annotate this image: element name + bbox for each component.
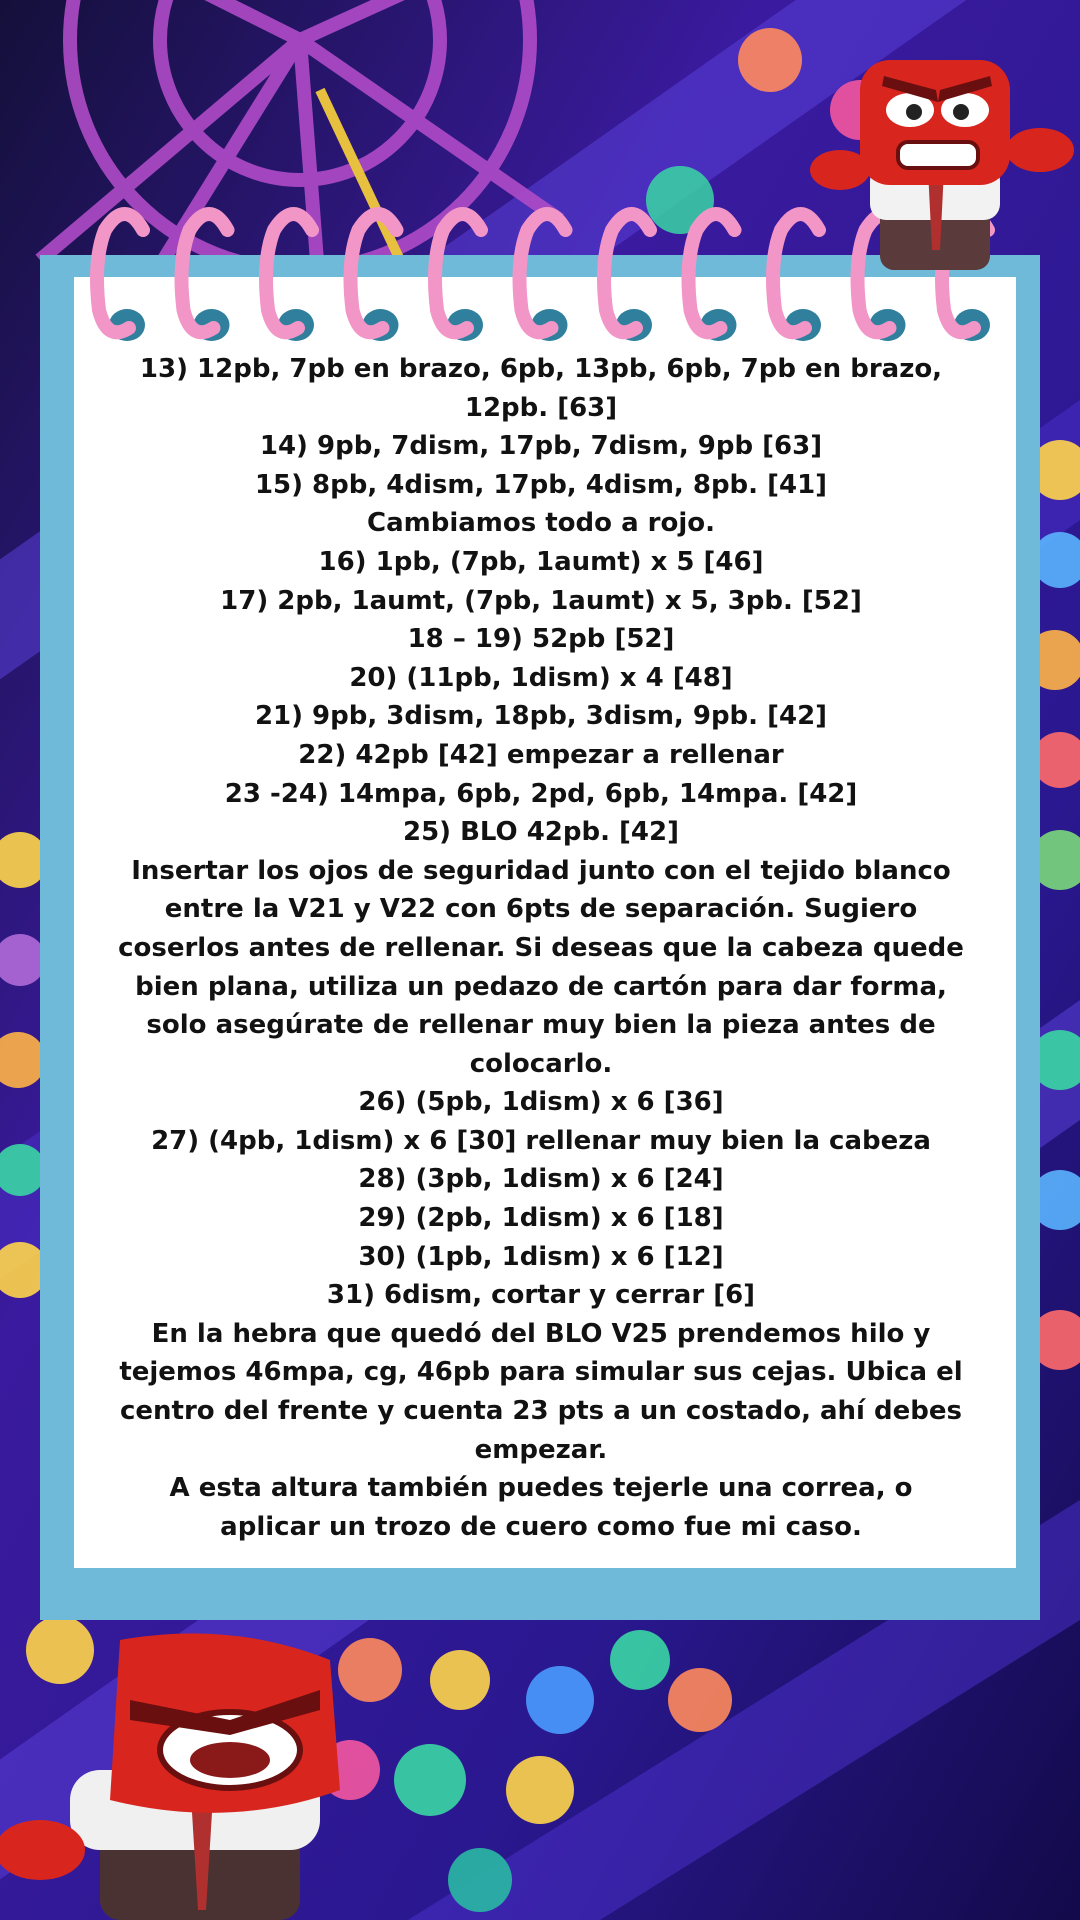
pattern-line: 20) (11pb, 1dism) x 4 [48] [349, 662, 733, 693]
pattern-line: 21) 9pb, 3dism, 18pb, 3dism, 9pb. [42] [254, 701, 828, 732]
pattern-note: A esta altura también puedes tejerle una correa, o aplicar un trozo de cuero como fue mi caso. [169, 1473, 913, 1542]
spiral-ring-icon [351, 214, 399, 341]
spiral-ring-icon [182, 214, 230, 341]
pattern-line: Cambiamos todo a rojo. [366, 508, 716, 539]
pattern-note: En la hebra que quedó del BLO V25 prendemos hilo y tejemos 46mpa, cg, 46pb para simular sus cejas. Ubica el centro del frente y cuenta 23 pts a un costado, ahí debes empezar. [119, 1318, 963, 1465]
spiral-ring-icon [435, 214, 483, 341]
anger-character-icon [0, 1620, 380, 1920]
spiral-ring-icon [520, 214, 568, 341]
spiral-ring-icon [604, 214, 652, 341]
pattern-line: 23 -24) 14mpa, 6pb, 2pd, 6pb, 14mpa. [42] [224, 778, 858, 809]
pattern-line: 17) 2pb, 1aumt, (7pb, 1aumt) x 5, 3pb. [52] [220, 585, 862, 616]
pattern-line: 28) (3pb, 1dism) x 6 [24] [358, 1164, 724, 1195]
pattern-note: Insertar los ojos de seguridad junto con el tejido blanco entre la V21 y V22 con 6pts de separación. Sugiero coserlos antes de rellenar. Si deseas que la cabeza quede bien plana, utiliza un pedazo de cartón para dar forma, solo asegúrate de rellenar muy bien la pieza antes de colocarlo. [118, 855, 964, 1079]
pattern-line: 18 – 19) 52pb [52] [407, 624, 675, 655]
pattern-line: 30) (1pb, 1dism) x 6 [12] [358, 1241, 724, 1272]
spiral-ring-icon [266, 214, 314, 341]
spiral-ring-icon [97, 214, 145, 341]
pattern-line: 26) (5pb, 1dism) x 6 [36] [358, 1087, 724, 1118]
spiral-ring-icon [689, 214, 737, 341]
pattern-line: 27) (4pb, 1dism) x 6 [30] rellenar muy bien la cabeza [151, 1125, 931, 1156]
pattern-text [118, 350, 964, 1546]
pattern-line: 13) 12pb, 7pb en brazo, 6pb, 13pb, 6pb, 7pb en brazo, 12pb. [63] [139, 354, 943, 423]
pattern-line: 14) 9pb, 7dism, 17pb, 7dism, 9pb [63] [259, 431, 823, 462]
pattern-line: 22) 42pb [42] empezar a rellenar [298, 739, 784, 770]
pattern-line: 29) (2pb, 1dism) x 6 [18] [358, 1203, 724, 1234]
pattern-line: 15) 8pb, 4dism, 17pb, 4dism, 8pb. [41] [254, 469, 828, 500]
pattern-line: 16) 1pb, (7pb, 1aumt) x 5 [46] [318, 546, 764, 577]
pattern-line: 25) BLO 42pb. [42] [402, 817, 679, 848]
anger-character-icon [810, 50, 1080, 270]
pattern-line: 31) 6dism, cortar y cerrar [6] [326, 1280, 756, 1311]
